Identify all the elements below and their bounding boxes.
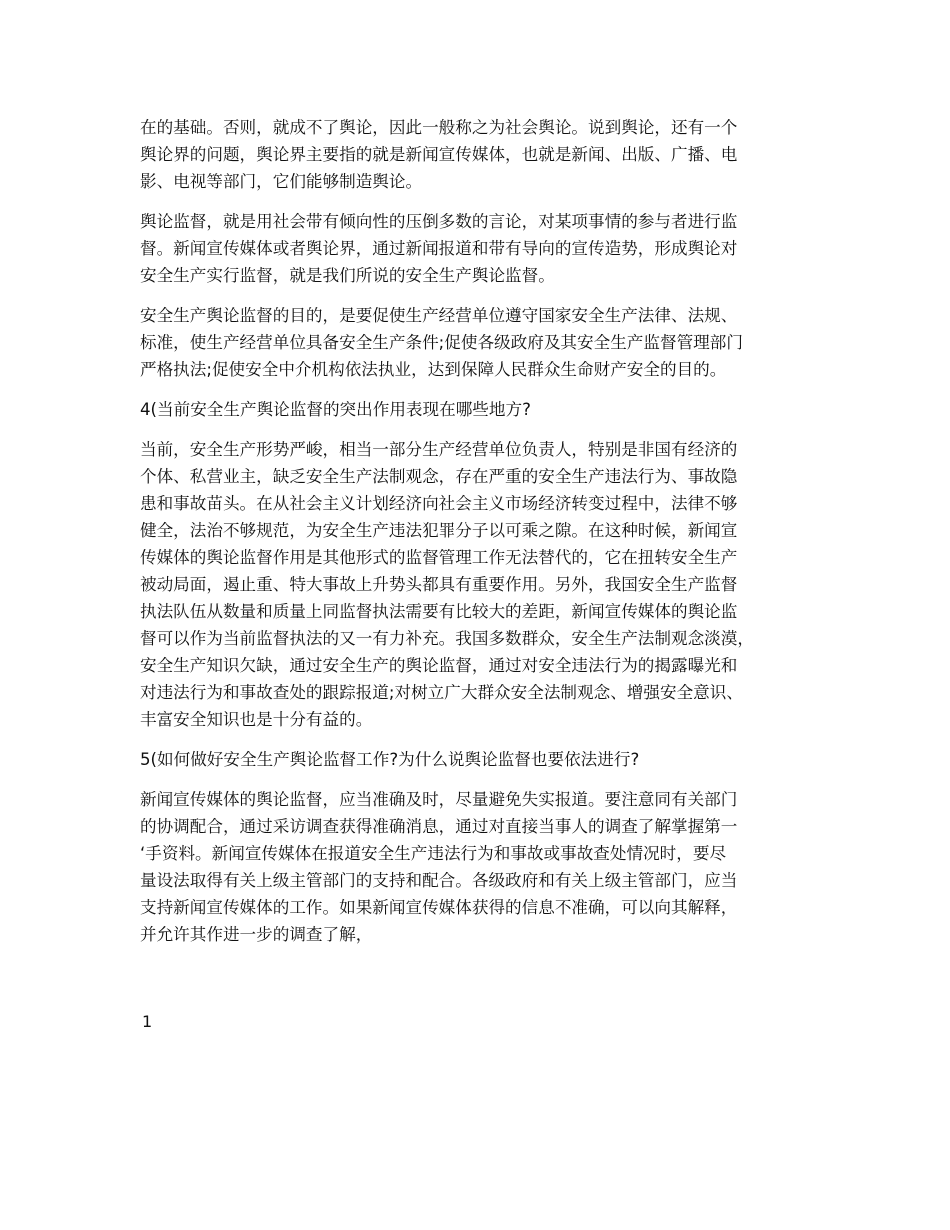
paragraph-supervision-purpose: 安全生产舆论监督的目的，是要促使生产经营单位遵守国家安全生产法律、法规、 标准，使生产经营单位具备安全生产条件;促使各级政府及其安全生产监督管理部门 严格执法;促使安全中介机构依法执业，达到保障人民群众生命财产安全的目的。 bbox=[140, 306, 743, 379]
paragraph-supervision-role: 当前，安全生产形势严峻，相当一部分生产经营单位负责人，特别是非国有经济的 个体、私营业主，缺乏安全生产法制观念，存在严重的安全生产违法行为、事故隐 患和事故苗头。在从社会主义计划经济向社会主义市场经济转变过程中，法律不够 健全，法治不够规范，为安全生产违法犯罪分子以可乘之隙。在这种时候，新闻宣 传媒体的舆论监督作用是其他形式的监督管理工作无法替代的，它在扭转安全生产 被动局面，遏止重、特大事故上升势头都具有重要作用。另外，我国安全生产监督 执法队伍从数量和质量上同监督执法需要有比较大的差距，新闻宣传媒体的舆论监 督可以作为当前监督执法的又一有力补充。我国多数群众，安全生产法制观念淡漠， 安全生产知识欠缺，通过安全生产的舆论监督，通过对安全违法行为的揭露曝光和 对违法行为和事故查处的跟踪报道;对树立广大群众安全法制观念、增强安全意识、 丰富安全知识也是十分有益的。 bbox=[140, 440, 754, 729]
question-5-heading: 5(如何做好安全生产舆论监督工作?为什么说舆论监督也要依法进行? bbox=[140, 750, 640, 769]
question-4-heading: 4(当前安全生产舆论监督的突出作用表现在哪些地方? bbox=[140, 400, 531, 419]
paragraph-public-opinion-basis: 在的基础。否则，就成不了舆论，因此一般称之为社会舆论。说到舆论，还有一个 舆论界的问题，舆论界主要指的就是新闻宣传媒体，也就是新闻、出版、广播、电 影、电视等部门，它们能够制造舆论。 bbox=[140, 118, 738, 191]
document-body bbox=[140, 114, 808, 961]
paragraph-opinion-supervision-definition: 舆论监督，就是用社会带有倾向性的压倒多数的言论，对某项事情的参与者进行监 督。新闻宣传媒体或者舆论界，通过新闻报道和带有导向的宣传造势，形成舆论对 安全生产实行监督，就是我们所说的安全生产舆论监督。 bbox=[140, 212, 738, 285]
page-number: 1 bbox=[142, 1012, 153, 1031]
paragraph-supervision-practice: 新闻宣传媒体的舆论监督，应当准确及时，尽量避免失实报道。要注意同有关部门 的协调配合，通过采访调查获得准确消息，通过对直接当事人的调查了解掌握第一 ‘手资料。新闻宣传媒体在报道安全生产违法行为和事故或事故查处情况时，要尽 量设法取得有关上级主管部门的支持和配合。各级政府和有关上级主管部门，应当 支持新闻宣传媒体的工作。如果新闻宣传媒体获得的信息不准确，可以向其解释， 并允许其作进一步的调查了解， bbox=[140, 790, 738, 944]
